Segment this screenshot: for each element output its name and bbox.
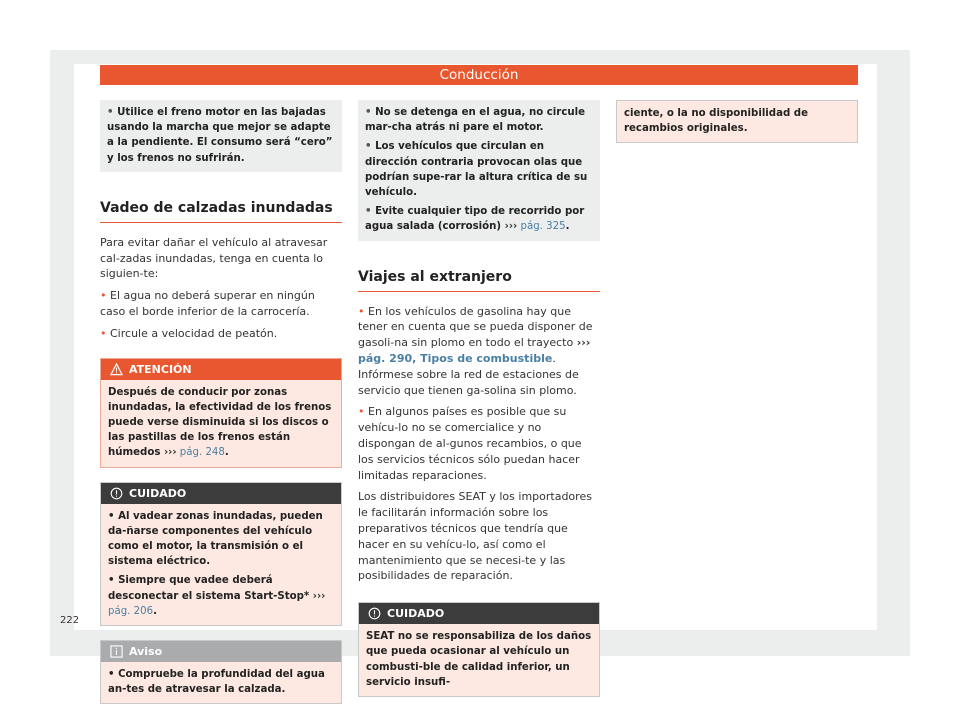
intro-paragraph: Para evitar dañar el vehículo al atravesar cal-zadas inundadas, tenga en cuenta lo siguien-te: (100, 235, 328, 281)
warning-header (101, 359, 341, 380)
section-heading-viajes: Viajes al extranjero (358, 269, 600, 292)
page-reference-link[interactable]: ››› pág. 325 (504, 221, 566, 233)
caution-header (359, 603, 599, 624)
column-2 (358, 100, 600, 697)
bullet-item: • Circule a velocidad de peatón. (100, 326, 278, 340)
warning-body: Después de conducir por zonas inundadas, la efectividad de los frenos puede verse disminuida si los discos o las pastillas de los frenos están húmedos ››› pág. 248. (101, 380, 341, 467)
tip-box (100, 100, 342, 172)
note-title: Aviso (129, 645, 163, 659)
caution-item: • Al vadear zonas inundadas, pueden da-ñarse componentes del vehículo como el motor, la transmisión o el sistema eléctrico. (108, 510, 323, 568)
page-reference-link[interactable]: ››› pág. 248 (163, 447, 225, 459)
page-number: 222 (60, 615, 80, 626)
caution-body: SEAT no se responsabiliza de los daños que pueda ocasionar al vehículo un combusti-ble de calidad inferior, un servicio insufi- (359, 624, 599, 696)
warning-triangle-icon (110, 363, 123, 376)
section-heading-vadeo: Vadeo de calzadas inundadas (100, 200, 342, 223)
body-paragraph: Los distribuidores SEAT y los importadores le facilitarán información sobre los preparativos técnicos que tendría que hacer en su vehícu-lo, así como el mantenimiento que se necesi-te y las posibilidades de reparación. (358, 490, 592, 583)
info-circle-icon (110, 487, 123, 500)
tip-item: • Utilice el freno motor en las bajadas usando la marcha que mejor se adapte a la pendiente. El consumo será “cero” y los frenos no sufrirán. (107, 107, 333, 164)
tip-item: • Los vehículos que circulan en dirección contraria provocan olas que podrían supe-rar la altura crítica de su vehículo. (365, 141, 588, 199)
bullet-item: • El agua no deberá superar en ningún caso el borde inferior de la carrocería. (100, 289, 315, 318)
tip-item: • No se detenga en el agua, no circule mar-cha atrás ni pare el motor. (365, 107, 586, 134)
tip-box (358, 100, 600, 241)
note-header (101, 641, 341, 662)
page-reference-link[interactable]: ››› pág. 290, Tipos de combustible (358, 336, 591, 366)
caution-title: CUIDADO (387, 607, 445, 621)
tip-item: • Evite cualquier tipo de recorrido por agua salada (corrosión) ››› pág. 325. (365, 206, 585, 233)
note-body: • Compruebe la profundidad del agua an-tes de atravesar la calzada. (101, 662, 341, 703)
bullet-item: • En algunos países es posible que su vehícu-lo no se comercialice y no dispongan de al-gunos recambios, o que los servicios técnicos sólo puedan hacer limitadas reparaciones. (358, 405, 582, 482)
caution-title: CUIDADO (129, 486, 187, 500)
warning-title: ATENCIÓN (129, 362, 192, 376)
caution-body (101, 504, 341, 625)
section-header: Conducción (100, 65, 858, 85)
note-box (100, 640, 342, 704)
section-body-viajes (358, 304, 600, 585)
caution-item: • Siempre que vadee deberá desconectar el sistema Start-Stop* ››› pág. 206. (108, 575, 326, 617)
bullet-item: • En los vehículos de gasolina hay que tener en cuenta que se pueda disponer de gasoli-na sin plomo en todo el trayecto ››› pág. 290, Tipos de combustible. Infórmese sobre la red de estaciones de servicio que tienen ga-solina sin plomo. (358, 304, 593, 397)
caution-header (101, 483, 341, 504)
section-body-vadeo (100, 235, 342, 342)
column-3 (616, 100, 858, 143)
column-1 (100, 100, 342, 704)
caution-box (358, 602, 600, 697)
info-circle-icon (368, 607, 381, 620)
caution-continuation: ciente, o la no disponibilidad de recambios originales. (616, 100, 858, 143)
warning-box (100, 358, 342, 468)
info-icon (110, 645, 123, 658)
caution-box (100, 482, 342, 626)
page-reference-link[interactable]: ››› pág. 206 (108, 590, 326, 617)
